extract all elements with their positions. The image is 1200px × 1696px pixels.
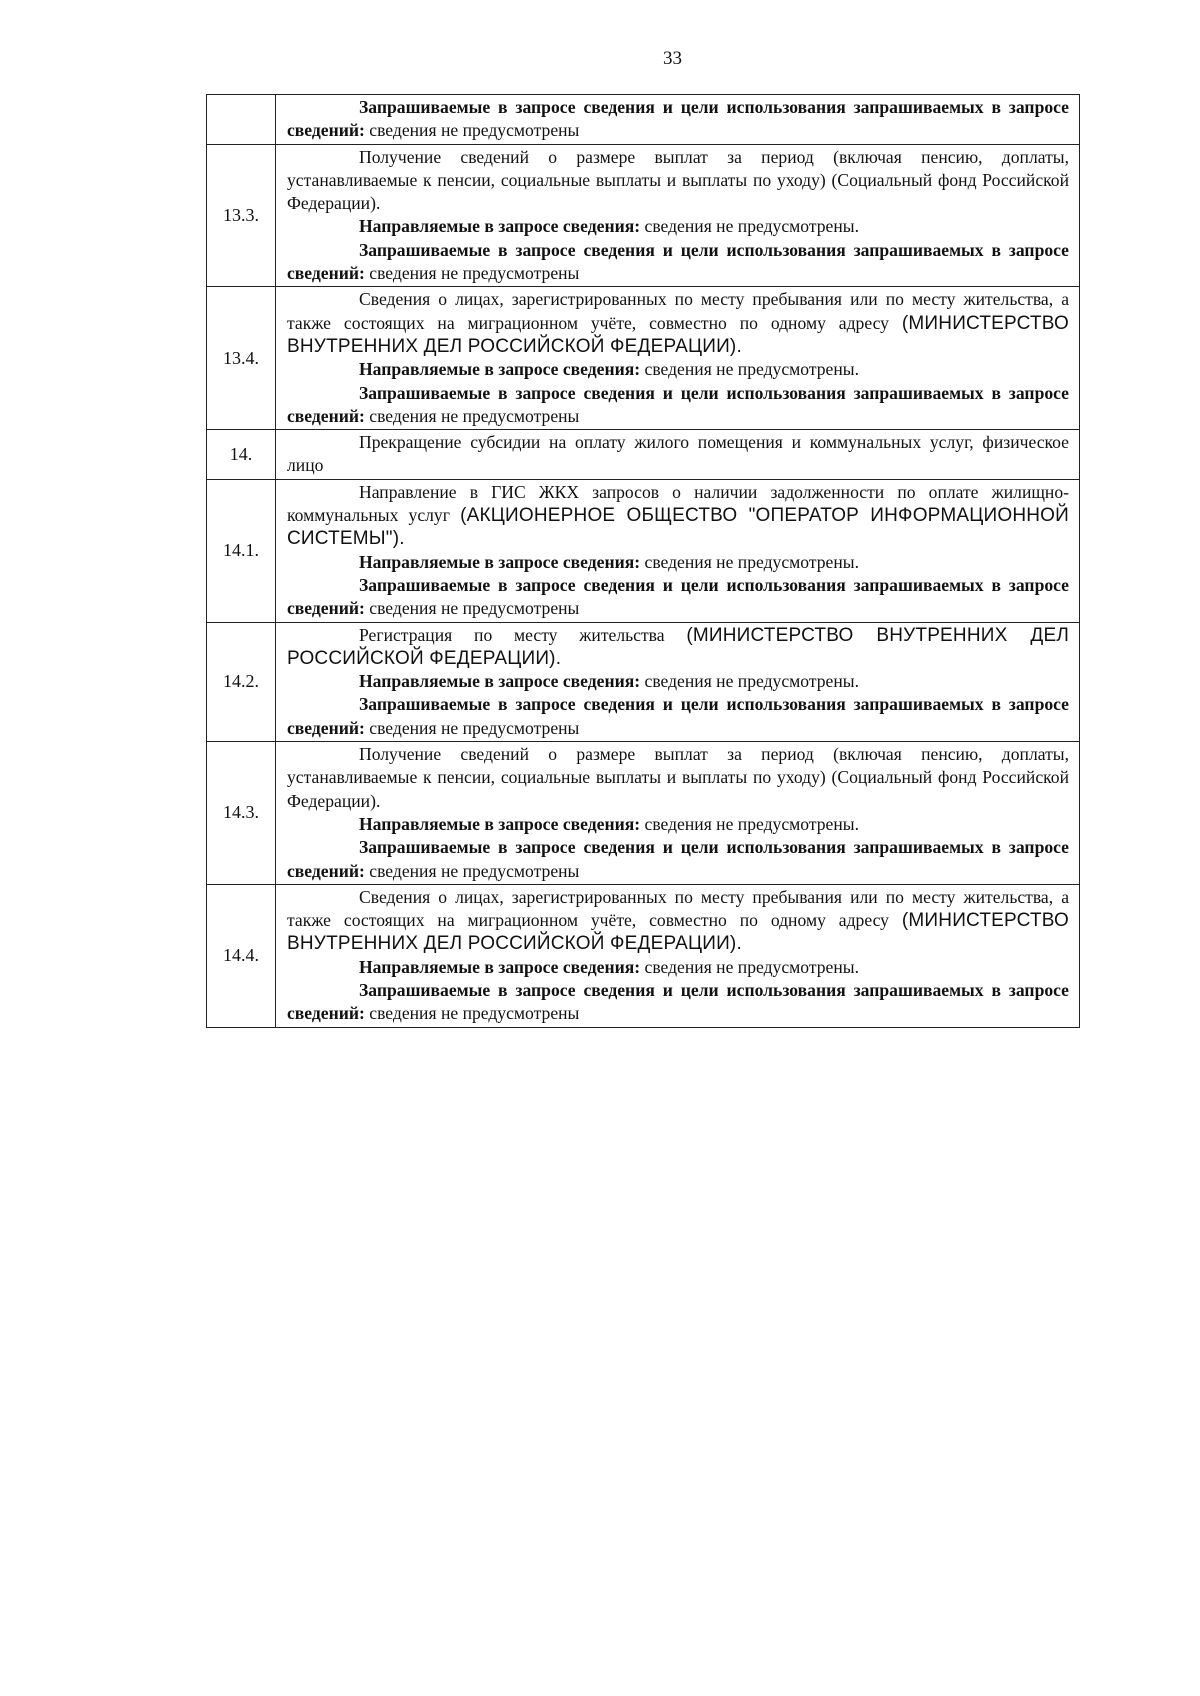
sent-label: Направляемые в запросе сведения: xyxy=(359,813,641,834)
row-content xyxy=(276,95,1080,145)
requested-label: Запрашиваемые в запросе сведения и цели использования запрашиваемых в запросе сведений: xyxy=(287,979,1069,1024)
table-row xyxy=(207,479,1080,622)
page-number: 33 xyxy=(663,48,682,69)
table-row xyxy=(207,430,1080,480)
requested-value: сведения не предусмотрены xyxy=(364,1003,580,1024)
requested-value: сведения не предусмотрены xyxy=(364,263,580,284)
row-number: 14.3. xyxy=(207,742,276,885)
requested-info xyxy=(287,96,1069,143)
requested-info xyxy=(287,693,1069,740)
sent-info xyxy=(287,670,1069,693)
table-row xyxy=(207,95,1080,145)
agency-name: (МИНИСТЕРСТВО ВНУТРЕННИХ ДЕЛ РОССИЙСКОЙ ФЕДЕРАЦИИ). xyxy=(287,624,1069,669)
requested-label: Запрашиваемые в запросе сведения и цели использования запрашиваемых в запросе сведений: xyxy=(287,382,1069,426)
sent-value: сведения не предусмотрены. xyxy=(640,359,859,380)
sent-label: Направляемые в запросе сведения: xyxy=(359,551,641,572)
row-number: 13.3. xyxy=(207,144,276,287)
service-description xyxy=(287,481,1069,551)
row-number: 14.1. xyxy=(207,479,276,622)
table-row xyxy=(207,622,1080,741)
table-row xyxy=(207,742,1080,885)
requested-value: сведения не предусмотрены xyxy=(364,405,580,426)
sent-info xyxy=(287,813,1069,836)
sent-label: Направляемые в запросе сведения: xyxy=(359,359,641,380)
row-number: 14.4. xyxy=(207,884,276,1027)
sent-label: Направляемые в запросе сведения: xyxy=(359,671,641,692)
requested-label: Запрашиваемые в запросе сведения и цели использования запрашиваемых в запросе сведений: xyxy=(287,837,1069,881)
requested-label: Запрашиваемые в запросе сведения и цели использования запрашиваемых в запросе сведений: xyxy=(287,694,1069,738)
row-content xyxy=(276,144,1080,287)
agency-name: (МИНИСТЕРСТВО ВНУТРЕННИХ ДЕЛ РОССИЙСКОЙ ФЕДЕРАЦИИ). xyxy=(287,312,1069,357)
requested-info xyxy=(287,836,1069,883)
requested-label: Запрашиваемые в запросе сведения и цели использования запрашиваемых в запросе сведений: xyxy=(287,97,1069,141)
sent-info xyxy=(287,215,1069,238)
sent-value: сведения не предусмотрены. xyxy=(640,956,859,977)
requested-info xyxy=(287,382,1069,429)
requested-label: Запрашиваемые в запросе сведения и цели использования запрашиваемых в запросе сведений: xyxy=(287,239,1069,284)
agency-name: (АКЦИОНЕРНОЕ ОБЩЕСТВО "ОПЕРАТОР ИНФОРМАЦИОННОЙ СИСТЕМЫ"). xyxy=(287,505,1069,550)
requested-info xyxy=(287,574,1069,621)
sent-value: сведения не предусмотрены. xyxy=(640,216,859,237)
row-number: 13.4. xyxy=(207,287,276,430)
requested-value: сведения не предусмотрены xyxy=(364,120,580,141)
row-number: 14. xyxy=(207,430,276,480)
description-text: Сведения о лицах, зарегистрированных по месту пребывания или по месту жительства, а также состоящих на миграционном учёте, совместно по одному адресу xyxy=(287,886,1069,931)
sent-value: сведения не предусмотрены. xyxy=(640,671,859,692)
service-description xyxy=(287,288,1069,358)
table-row xyxy=(207,287,1080,430)
services-table xyxy=(206,94,1080,1028)
row-content xyxy=(276,884,1080,1027)
table-row xyxy=(207,884,1080,1027)
row-content xyxy=(276,479,1080,622)
sent-value: сведения не предусмотрены. xyxy=(640,813,859,834)
agency-name: (МИНИСТЕРСТВО ВНУТРЕННИХ ДЕЛ РОССИЙСКОЙ ФЕДЕРАЦИИ). xyxy=(287,910,1069,955)
sent-value: сведения не предусмотрены. xyxy=(640,551,859,572)
requested-value: сведения не предусмотрены xyxy=(364,717,580,738)
row-content xyxy=(276,622,1080,741)
description-text: Сведения о лицах, зарегистрированных по месту пребывания или по месту жительства, а также состоящих на миграционном учёте, совместно по одному адресу xyxy=(287,289,1069,333)
requested-info xyxy=(287,979,1069,1026)
requested-label: Запрашиваемые в запросе сведения и цели использования запрашиваемых в запросе сведений: xyxy=(287,574,1069,619)
row-number: 14.2. xyxy=(207,622,276,741)
requested-value: сведения не предусмотрены xyxy=(364,598,580,619)
row-content xyxy=(276,742,1080,885)
description-text: Направление в ГИС ЖКХ запросов о наличии задолженности по оплате жилищно-коммунальных услуг xyxy=(287,481,1069,526)
requested-value: сведения не предусмотрены xyxy=(364,860,580,881)
row-number xyxy=(207,95,276,145)
row-content xyxy=(276,287,1080,430)
sent-label: Направляемые в запросе сведения: xyxy=(359,216,641,237)
sent-info xyxy=(287,551,1069,574)
sent-info xyxy=(287,358,1069,381)
service-description xyxy=(287,886,1069,956)
service-description xyxy=(287,624,1069,671)
service-description: Получение сведений о размере выплат за период (включая пенсию, доплаты, устанавливаемые к пенсии, социальные выплаты и выплаты по уходу) (Социальный фонд Российской Федерации). xyxy=(287,744,1069,811)
service-description: Получение сведений о размере выплат за период (включая пенсию, доплаты, устанавливаемые к пенсии, социальные выплаты и выплаты по уходу) (Социальный фонд Российской Федерации). xyxy=(287,146,1069,214)
description-text: Регистрация по месту жительства xyxy=(359,624,687,645)
service-description: Прекращение субсидии на оплату жилого помещения и коммунальных услуг, физическое лицо xyxy=(287,432,1069,476)
sent-info xyxy=(287,956,1069,979)
requested-info xyxy=(287,239,1069,286)
sent-label: Направляемые в запросе сведения: xyxy=(359,956,641,977)
table-row xyxy=(207,144,1080,287)
row-content xyxy=(276,430,1080,480)
